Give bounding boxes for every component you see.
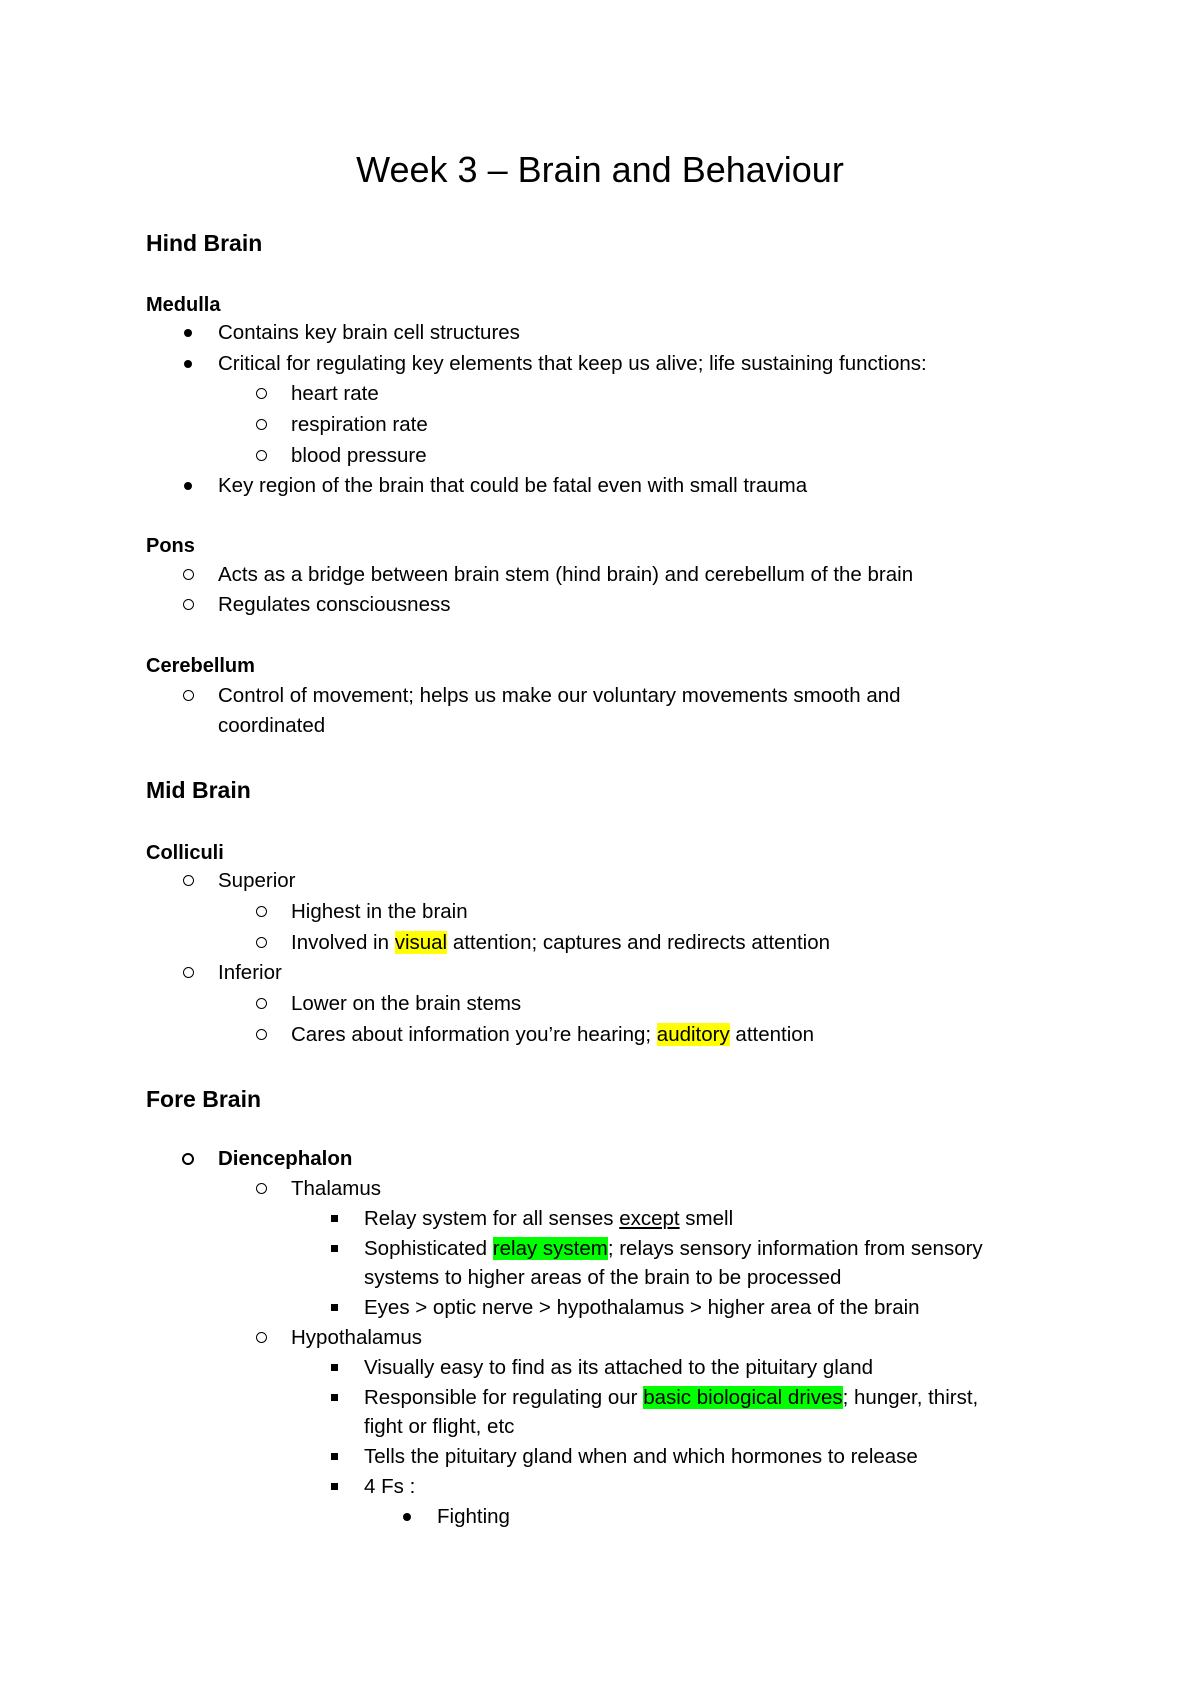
list-item [364, 1205, 733, 1233]
bullet-square-icon [324, 1443, 344, 1471]
list-item [291, 1021, 814, 1049]
list-item-superior: Superior [218, 869, 296, 892]
bullet-circle-icon [251, 411, 271, 439]
list-item: Fighting [437, 1505, 510, 1528]
bullet-circle-icon [251, 990, 271, 1018]
bullet-circle-icon [251, 1175, 271, 1203]
bullet-square-icon [324, 1205, 344, 1233]
subheading-pons: Pons [146, 535, 195, 557]
bullet-square-icon [324, 1384, 344, 1412]
subheading-cerebellum: Cerebellum [146, 655, 255, 677]
bullet-dot-icon [178, 350, 198, 378]
bullet-circle-icon [251, 442, 271, 470]
highlight-visual: visual [394, 931, 448, 954]
text-segment: smell [679, 1207, 734, 1230]
bullet-dot-icon [178, 472, 198, 500]
list-item [364, 1235, 983, 1263]
bullet-dot-icon [178, 319, 198, 347]
list-item-continuation: systems to higher areas of the brain to be processed [364, 1266, 842, 1289]
text-segment: Sophisticated [364, 1237, 493, 1260]
bullet-circle-icon [178, 591, 198, 619]
list-item: Critical for regulating key elements that keep us alive; life sustaining functions: [218, 352, 927, 375]
text-segment: Involved in [291, 931, 395, 954]
highlight-basic-biological-drives: basic biological drives [643, 1386, 843, 1409]
highlight-relay-system: relay system [492, 1237, 608, 1260]
text-segment: ; hunger, thirst, [842, 1386, 979, 1409]
text-segment: attention; captures and redirects attention [447, 931, 831, 954]
bullet-circle-icon [251, 929, 271, 957]
bullet-circle-icon [178, 867, 198, 895]
list-item: Tells the pituitary gland when and which hormones to release [364, 1445, 918, 1468]
bullet-dot-icon [397, 1503, 417, 1531]
list-item: blood pressure [291, 444, 427, 467]
list-item [291, 929, 830, 957]
text-segment: Responsible for regulating our [364, 1386, 644, 1409]
text-segment: Cares about information you’re hearing; [291, 1023, 657, 1046]
list-item: heart rate [291, 382, 379, 405]
text-segment: ; relays sensory information from sensory [607, 1237, 983, 1260]
section-heading-fore-brain: Fore Brain [146, 1086, 262, 1112]
list-item: Control of movement; helps us make our voluntary movements smooth and [218, 684, 901, 707]
bullet-square-icon [324, 1354, 344, 1382]
bullet-circle-icon [251, 1324, 271, 1352]
list-item: 4 Fs : [364, 1475, 416, 1498]
list-item: Regulates consciousness [218, 593, 451, 616]
list-item-thalamus: Thalamus [291, 1177, 382, 1200]
list-item: respiration rate [291, 413, 428, 436]
bullet-circle-bold-icon [178, 1145, 198, 1173]
bullet-square-icon [324, 1473, 344, 1501]
list-item-hypothalamus: Hypothalamus [291, 1326, 423, 1349]
list-item-continuation: fight or flight, etc [364, 1415, 515, 1438]
list-item: Contains key brain cell structures [218, 321, 520, 344]
page-title: Week 3 – Brain and Behaviour [356, 149, 844, 190]
highlight-auditory: auditory [656, 1023, 730, 1046]
bullet-circle-icon [178, 959, 198, 987]
underlined-except: except [619, 1207, 680, 1230]
text-segment: attention [729, 1023, 815, 1046]
bullet-circle-icon [251, 1021, 271, 1049]
list-item-diencephalon: Diencephalon [218, 1147, 353, 1170]
list-item: Eyes > optic nerve > hypothalamus > higher area of the brain [364, 1296, 920, 1319]
list-item-continuation: coordinated [218, 714, 326, 737]
bullet-circle-icon [251, 898, 271, 926]
list-item: Lower on the brain stems [291, 992, 522, 1015]
bullet-circle-icon [251, 380, 271, 408]
bullet-square-icon [324, 1235, 344, 1263]
list-item [364, 1384, 978, 1412]
subheading-colliculi: Colliculi [146, 842, 224, 864]
section-heading-hind-brain: Hind Brain [146, 230, 263, 256]
list-item: Key region of the brain that could be fatal even with small trauma [218, 474, 808, 497]
section-heading-mid-brain: Mid Brain [146, 777, 251, 803]
bullet-circle-icon [178, 682, 198, 710]
list-item-inferior: Inferior [218, 961, 282, 984]
bullet-square-icon [324, 1294, 344, 1322]
list-item: Acts as a bridge between brain stem (hind brain) and cerebellum of the brain [218, 563, 914, 586]
bullet-circle-icon [178, 561, 198, 589]
list-item: Highest in the brain [291, 900, 468, 923]
list-item: Visually easy to find as its attached to the pituitary gland [364, 1356, 874, 1379]
text-segment: Relay system for all senses [364, 1207, 620, 1230]
subheading-medulla: Medulla [146, 294, 221, 316]
